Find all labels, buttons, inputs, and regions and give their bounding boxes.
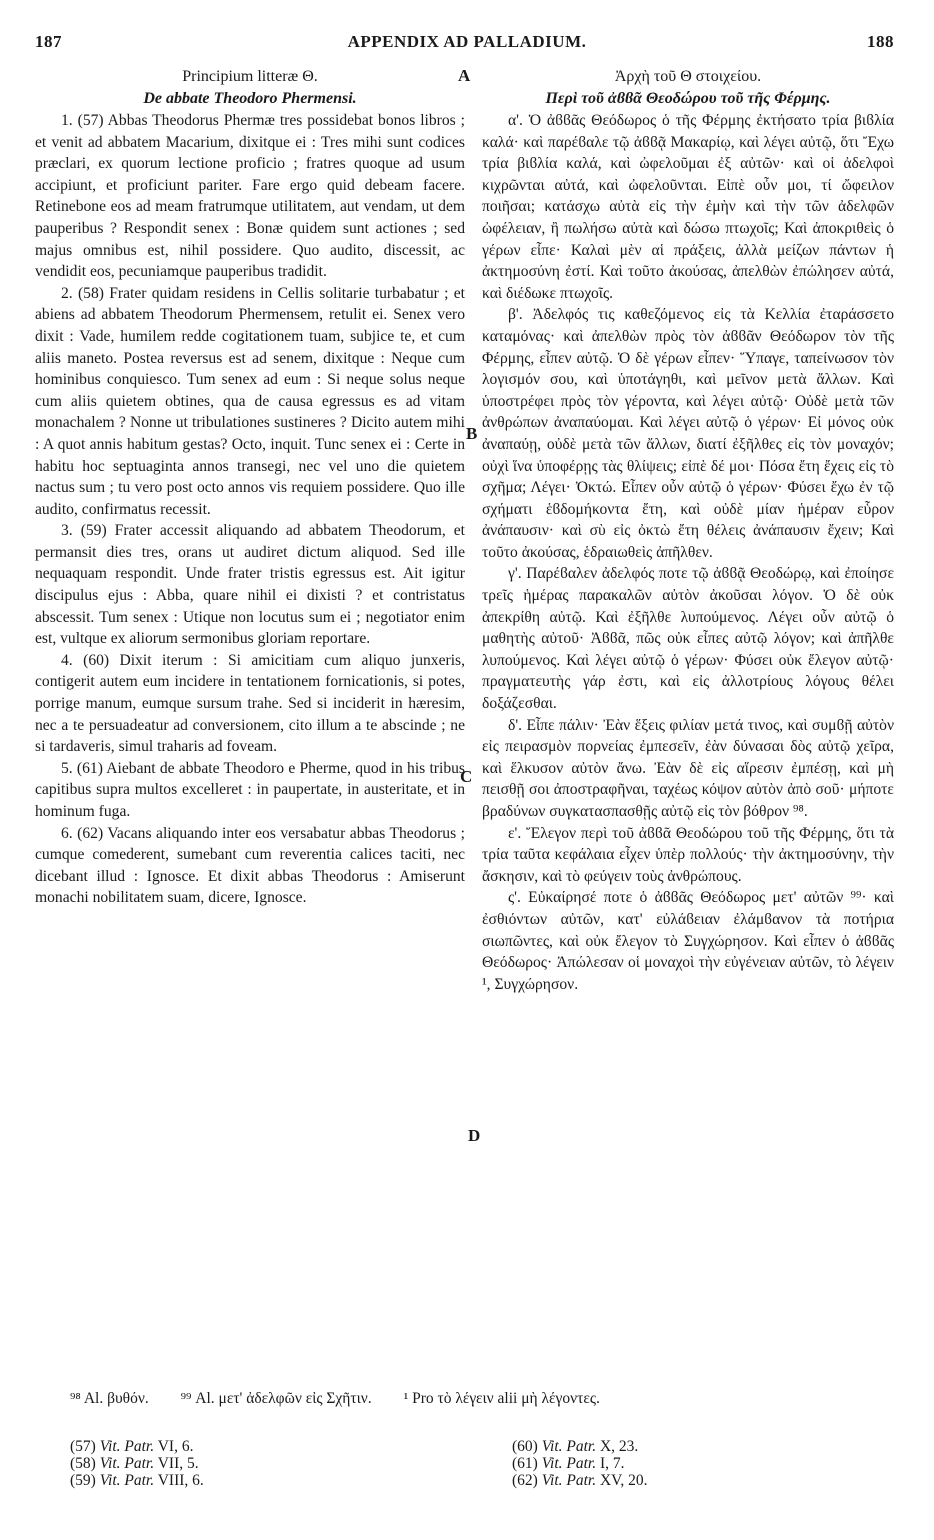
- greek-paragraph-6: ς'. Εὐκαίρησέ ποτε ὁ ἀϐϐᾶς Θεόδωρος μετ' αὐτῶν ⁹⁹· καὶ ἐσθιόντων αὐτῶν, κατ' εὐλάϐειαν ἐλάμϐανον τὰ ποτήρια σιωπῶντες, καὶ οὐκ ἔλεγον τὸ Συγχώρησον. Καὶ εἶπεν ὁ ἀϐϐᾶς Θεόδωρος· Ἀπώλεσαν οἱ μοναχοὶ τὴν εὐγένειαν αὐτῶν, τὸ λέγειν ¹, Συγχώρησον.: [482, 889, 894, 993]
- margin-letter-a: A: [458, 66, 471, 85]
- latin-paragraph-6: 6. (62) Vacans aliquando inter eos versabatur abbas Theodorus ; cumque comederent, sumebant cum reverentia calices taciti, nec dicebant illud : Ignosce. Et dixit abbas Theodorus : Amiserunt monachi nobilitatem suam, dicere, Ignosce.: [35, 824, 465, 907]
- greek-paragraph-3: γ'. Παρέϐαλεν ἀδελφός ποτε τῷ ἀϐϐᾷ Θεοδώρῳ, καὶ ἐποίησε τρεῖς ἡμέρας παρακαλῶν αὐτὸν ἀκοῦσαι λόγον. Ὁ δὲ οὐκ ἀπεκρίθη αὐτῷ. Καὶ ἐξῆλθε λυπούμενος. Λέγει οὖν αὐτῷ ὁ μαθητὴς αὐτοῦ· Ἀϐϐᾶ, πῶς οὐκ εἶπες αὐτῷ λόγον; καὶ ἀπῆλθε λυπούμενος. Καὶ λέγει αὐτῷ ὁ γέρων· Φύσει οὐκ ἔλεγον αὐτῷ· πραγματευτὴς γάρ ἐστι, καὶ εἰς ἀλλοτρίους λόγους θέλει δοξάζεσθαι.: [482, 565, 894, 713]
- references-left: [70, 1438, 204, 1489]
- greek-paragraph-1: α'. Ὁ ἀϐϐᾶς Θεόδωρος ὁ τῆς Φέρμης ἐκτήσατο τρία βιϐλία καλά· καὶ παρέϐαλε τῷ ἀϐϐᾷ Μακαρίῳ, καὶ λέγει αὐτῷ, ὅτι Ἔχω τρία βιϐλία καλά, καὶ ὠφελοῦμαι ἐξ αὐτῶν· καὶ οἱ ἀδελφοὶ κιχρῶνται αὐτά, καὶ ὠφελοῦνται. Εἰπὲ οὖν μοι, τί ὤφειλον ποιῆσαι; κατάσχω αὐτὰ εἰς τὴν ἐμὴν καὶ τὴν τῶν ἀδελφῶν ὠφέλειαν, ἢ πωλήσω αὐτὰ καὶ δώσω πτωχοῖς; Καὶ ἀποκριθεὶς ὁ γέρων εἶπε· Καλαὶ μὲν αἱ πράξεις, ἀλλὰ μείζων πάντων ἡ ἀκτημοσύνη ἐστί. Καὶ τοῦτο ἀκούσας, ἀπελθὼν ἐπώλησεν αὐτά, καὶ διέδωκε πτωχοῖς.: [482, 112, 894, 302]
- latin-paragraph-1: 1. (57) Abbas Theodorus Phermæ tres possidebat bonos libros ; et venit ad abbatem Macarium, dixitque ei : Tres mihi sunt codices præclari, ex quorum lectione proficio ; fratres quoque ad usum accipiunt, et proficiunt pariter. Fare ergo quid debeam facere. Retinebone eos ad meam fratrumque utilitatem, aut vendam, ut dem pauperibus ? Respondit senex : Bonæ quidem sunt actiones ; sed majus omnibus est, nihil possidere. Quo audito, discessit, ac vendidit eos, pecuniamque pauperibus tradidit.: [35, 112, 465, 281]
- latin-paragraph-5: 5. (61) Aiebant de abbate Theodoro e Pherme, quod in his tribus capitibus supra multos excelleret : in paupertate, in austeritate, et in hominum fuga.: [35, 759, 465, 820]
- latin-column: [35, 66, 465, 909]
- latin-paragraph-3: 3. (59) Frater accessit aliquando ad abbatem Theodorum, et permansit dies tres, orans ut audiret dictum aliquod. Sed ille nequaquam respondit. Unde frater tristis egressus est. Ait igitur discipulus ejus : Abba, quare nihil ei dixisti ? et contristatus abscessit. Tum senex : Utique non locutus sum ei ; negotiator enim est, vultque ex aliorum sermonibus gloriam reportare.: [35, 522, 465, 648]
- margin-letter-c: C: [460, 767, 473, 786]
- reference-58: (58) Vit. Patr. VII, 5.: [70, 1455, 199, 1472]
- footnote-99: ⁹⁹ Al. μετ' ἀδελφῶν εἰς Σχῆτιν.: [180, 1390, 372, 1407]
- footnotes: [70, 1390, 628, 1408]
- latin-subheading: De abbate Theodoro Phermensi.: [143, 90, 357, 107]
- page-number-left: 187: [35, 32, 62, 51]
- greek-column: [482, 66, 894, 995]
- footnote-1: ¹ Pro τὸ λέγειν alii μὴ λέγοντες.: [403, 1390, 600, 1407]
- reference-57: (57) Vit. Patr. VI, 6.: [70, 1438, 194, 1455]
- greek-subheading: Περὶ τοῦ ἀϐϐᾶ Θεοδώρου τοῦ τῆς Φέρμης.: [545, 90, 831, 107]
- references-right: [512, 1438, 648, 1489]
- reference-62: (62) Vit. Patr. XV, 20.: [512, 1472, 648, 1489]
- greek-paragraph-2: β'. Ἀδελφός τις καθεζόμενος εἰς τὰ Κελλία ἐταράσσετο καταμόνας· καὶ ἀπελθὼν πρὸς τὸν ἀϐϐᾶν Θεόδωρον τὸν τῆς Φέρμης, εἶπεν αὐτῷ. Ὁ δὲ γέρων εἶπεν· Ὕπαγε, ταπείνωσον τὸν λογισμόν σου, καὶ ὑποτάγηθι, καὶ μεῖνον μετὰ ἄλλων. Καὶ ὑποστρέφει πρὸς τὸν γέροντα, καὶ λέγει αὐτῷ· Οὐδὲ μετὰ τῶν ἀνθρώπων ἀναπαύομαι. Καὶ λέγει αὐτῷ ὁ γέρων· Εἰ μόνος οὐκ ἀναπαύῃ, οὐδὲ μετὰ τῶν ἄλλων, διατί ἐξῆλθες εἰς τὸν μοναχόν; οὐχὶ ἵνα ὑποφέρῃς τὰς θλίψεις; εἰπὲ δέ μοι· Πόσα ἔτη ἔχεις εἰς τὸ σχῆμα; Λέγει· Ὀκτώ. Εἶπεν οὖν αὐτῷ ὁ γέρων· Φύσει ἔχω ἐν τῷ σχήματι ἑϐδομήκοντα ἔτη, καὶ οὐδὲ μίαν ἡμέραν εὗρον ἀνάπαυσιν· καὶ σὺ εἰς ὀκτὼ ἔτη θέλεις ἀνάπαυσιν ἔχειν; Καὶ τοῦτο ἀκούσας, ἑδραιωθεὶς ἀπῆλθεν.: [482, 306, 894, 561]
- greek-heading: Ἀρχὴ τοῦ Θ στοιχείου.: [614, 68, 762, 85]
- reference-60: (60) Vit. Patr. X, 23.: [512, 1438, 639, 1455]
- page-number-right: 188: [867, 32, 894, 51]
- latin-heading: Principium litteræ Θ.: [182, 68, 318, 85]
- reference-61: (61) Vit. Patr. I, 7.: [512, 1455, 625, 1472]
- greek-paragraph-4: δ'. Εἶπε πάλιν· Ἐὰν ἕξεις φιλίαν μετά τινος, καὶ συμϐῇ αὐτὸν εἰς πειρασμὸν πορνείας ἐμπεσεῖν, ἐὰν δύνασαι δὸς αὐτῷ χεῖρα, καὶ ἕλκυσον αὐτὸν ἄνω. Ἐὰν δὲ εἰς αἵρεσιν ἐμπέσῃ, καὶ μὴ πεισθῇ σοι ἀποστραφῆναι, ταχέως κόψον αὐτὸν ἀπὸ σοῦ· μήποτε βραδύνων συγκατασπασθῇς αὐτῷ εἰς τὸν βόθρον ⁹⁸.: [482, 716, 894, 820]
- reference-59: (59) Vit. Patr. VIII, 6.: [70, 1472, 204, 1489]
- margin-letter-d: D: [468, 1126, 481, 1145]
- running-title: APPENDIX AD PALLADIUM.: [347, 32, 587, 51]
- latin-paragraph-4: 4. (60) Dixit iterum : Si amicitiam cum aliquo junxeris, contigerit autem eum incidere in tentationem fornicationis, si potes, porrige manum, eumque sursum trahe. Sed si inciderit in hæresim, nec a te persuadeatur ad conversionem, cito illum a te abscinde ; ne si tardaveris, simul traharis ad foveam.: [35, 651, 465, 756]
- margin-letter-b: B: [466, 424, 478, 443]
- latin-paragraph-2: 2. (58) Frater quidam residens in Cellis solitarie turbabatur ; et abiens ad abbatem Theodorum Phermensem, retulit ei. Senex vero dixit : Vade, humilem redde cogitationem tuam, subjice te, et cum aliis maneto. Postea reversus est ad senem, dixitque : Neque cum hominibus conquiesco. Tum senex ad eum : Si neque solus neque cum aliis quietem obtines, qua de causa egressus es ad vitam monachalem ? Nonne ut tribulationes sustineres ? Dicito autem mihi : A quot annis habitum gestas? Octo, inquit. Tunc senex ei : Certe in habitu hoc septuaginta annos transegi, nec vel uno die quietem nactus sum ; tu vero post octo annos vis requiem possidere. Quo ille audito, confirmatus recessit.: [35, 284, 465, 518]
- footnote-98: ⁹⁸ Al. βυθόν.: [70, 1390, 149, 1407]
- greek-paragraph-5: ε'. Ἔλεγον περὶ τοῦ ἀϐϐᾶ Θεοδώρου τοῦ τῆς Φέρμης, ὅτι τὰ τρία ταῦτα κεφάλαια εἶχεν ὑπὲρ πολλούς· τὴν ἀκτημοσύνην, τὴν ἄσκησιν, καὶ τὸ φεύγειν τοὺς ἀνθρώπους.: [482, 824, 894, 885]
